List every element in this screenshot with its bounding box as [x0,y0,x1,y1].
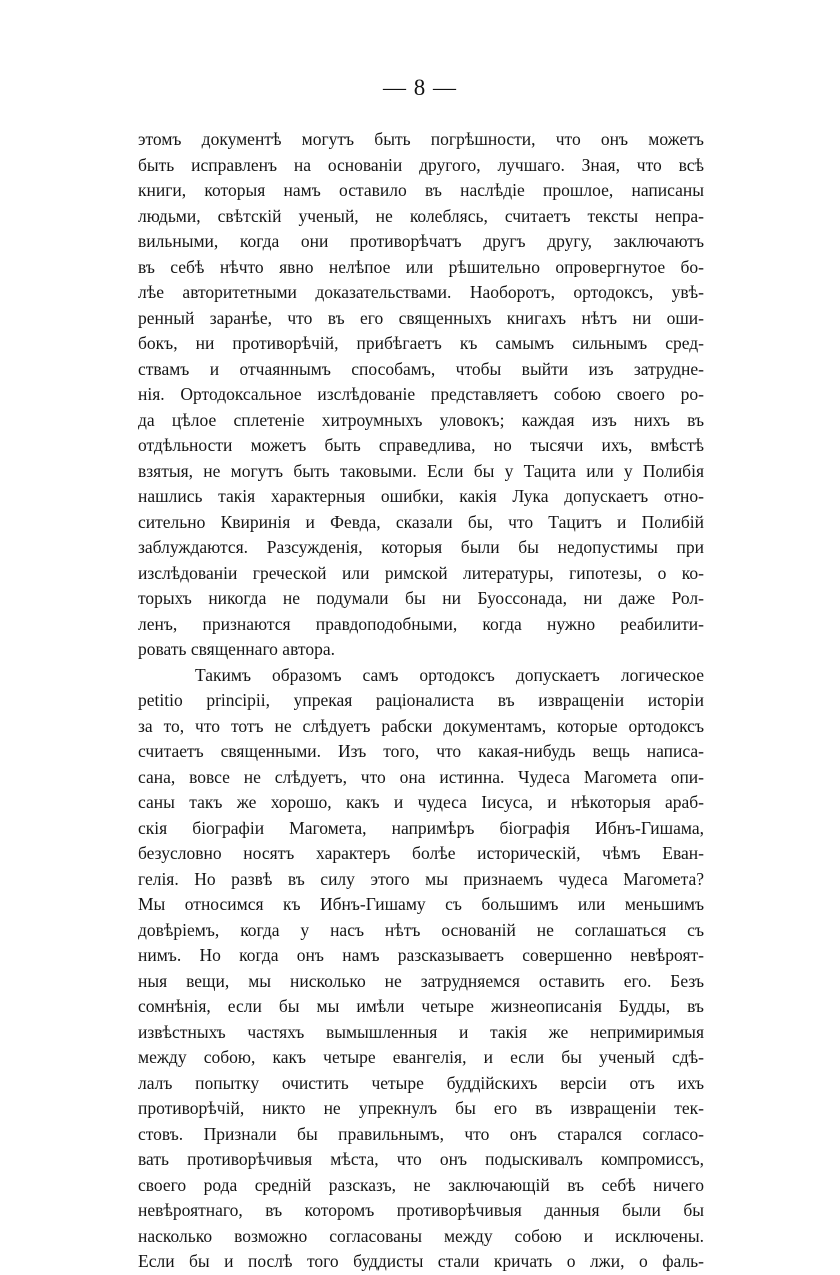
text-line: невѣроятнаго, въ которомъ противорѣчивыя данныя были бы [138,1200,704,1220]
text-line: вать противорѣчивыя мѣста, что онъ подыскивалъ компромиссъ, [138,1149,704,1169]
text-line: нiя. Ортодоксальное изслѣдованiе представляетъ собою своего ро- [138,384,704,404]
text-line: Если бы и послѣ того буддисты стали кричать о лжи, о фаль- [138,1251,704,1271]
text-line: petitio principii, упрекая рацiоналиста въ извращенiи исторiи [138,690,704,710]
text-line: за то, что тотъ не слѣдуетъ рабски документамъ, которые ортодоксъ [138,715,704,736]
text-line: скiя бiографiи Магомета, напримѣръ бiографiя Ибнъ-Гишама, [138,817,704,838]
text-line: противорѣчiй, никто не упрекнулъ бы его въ извращенiи тек- [138,1098,704,1118]
text-line: ренный заранѣе, что въ его священныхъ книгахъ нѣтъ ни оши- [138,307,704,328]
text-line: насколько возможно согласованы между собою и исключены. [138,1225,704,1246]
text-line: нимъ. Но когда онъ намъ разсказываетъ совершенно невѣроят- [138,945,704,965]
text-line: заблуждаются. Разсужденiя, которыя были бы недопустимы при [138,537,704,557]
text-line: нашлись такiя характерныя ошибки, какiя Лука допускаетъ отно- [138,486,704,506]
paragraph-start-line: Такимъ образомъ самъ ортодоксъ допускаетъ логическое [195,664,704,685]
text-line: этомъ документѣ могутъ быть погрѣшности, что онъ можетъ [138,129,704,149]
text-line: лѣе авторитетными доказательствами. Наоборотъ, ортодоксъ, увѣ- [138,282,704,302]
text-line: торыхъ никогда не подумали бы ни Буоссонада, ни даже Рол- [138,588,704,608]
text-line: считаетъ священными. Изъ того, что какая-нибудь вещь написа- [138,741,704,761]
text-line: Мы относимся къ Ибнъ-Гишаму съ большимъ или меньшимъ [138,894,704,914]
text-line: сана, вовсе не слѣдуетъ, что она истинна. Чудеса Магомета опи- [138,766,704,787]
text-line: изслѣдованiи греческой или римской литературы, гипотезы, о ко- [138,562,704,583]
paragraph-end-line: ровать священнаго автора. [138,639,335,659]
text-line: довѣрiемъ, когда у насъ нѣтъ основанiй не соглашаться съ [138,919,704,940]
text-line: да цѣлое сплетенiе хитроумныхъ уловокъ; каждая изъ нихъ въ [138,409,704,430]
text-line: книги, которыя намъ оставило въ наслѣдiе прошлое, написаны [138,180,704,200]
text-line: гелiя. Но развѣ въ силу этого мы признаемъ чудеса Магомета? [138,868,704,889]
text-line: сительно Квиринiя и Февда, сказали бы, что Тацитъ и Полибiй [138,511,704,532]
text-line: между собою, какъ четыре евангелiя, и если бы ученый сдѣ- [138,1047,704,1067]
text-line: извѣстныхъ частяхъ вымышленныя и такiя же непримиримыя [138,1021,704,1042]
page-number: — 8 — [383,75,457,100]
text-line: людьми, свѣтскiй ученый, не колеблясь, считаетъ тексты непра- [138,205,704,226]
text-line: ленъ, признаются правдоподобными, когда нужно реабилити- [138,613,704,634]
body-text [138,127,704,1275]
text-line: взятыя, не могутъ быть таковыми. Если бы у Тацита или у Полибiя [138,460,704,481]
text-line: стовъ. Признали бы правильнымъ, что онъ старался согласо- [138,1123,704,1144]
text-line: своего рода среднiй разсказъ, не заключающiй въ себѣ ничего [138,1174,704,1195]
text-line: ствамъ и отчаяннымъ способамъ, чтобы выйти изъ затрудне- [138,358,704,379]
text-line: отдѣльности можетъ быть справедлива, но тысячи ихъ, вмѣстѣ [138,435,704,455]
text-line: сомнѣнiя, если бы мы имѣли четыре жизнеописанiя Будды, въ [138,996,704,1016]
text-line: безусловно носятъ характеръ болѣе историческiй, чѣмъ Еван- [138,843,704,863]
text-line: ныя вещи, мы нисколько не затрудняемся оставить его. Безъ [138,970,704,991]
text-line: лалъ попытку очистить четыре буддiйскихъ версiи отъ ихъ [138,1072,704,1093]
text-line: вильными, когда они противорѣчатъ другъ другу, заключаютъ [138,231,704,251]
text-line: саны такъ же хорошо, какъ и чудеса Iисуса, и нѣкоторыя араб- [138,792,704,812]
text-line: въ себѣ нѣчто явно нелѣпое или рѣшительно опровергнутое бо- [138,256,704,277]
text-line: быть исправленъ на основанiи другого, лучшаго. Зная, что всѣ [138,154,704,175]
text-line: бокъ, ни противорѣчiй, прибѣгаетъ къ самымъ сильнымъ сред- [138,333,704,353]
